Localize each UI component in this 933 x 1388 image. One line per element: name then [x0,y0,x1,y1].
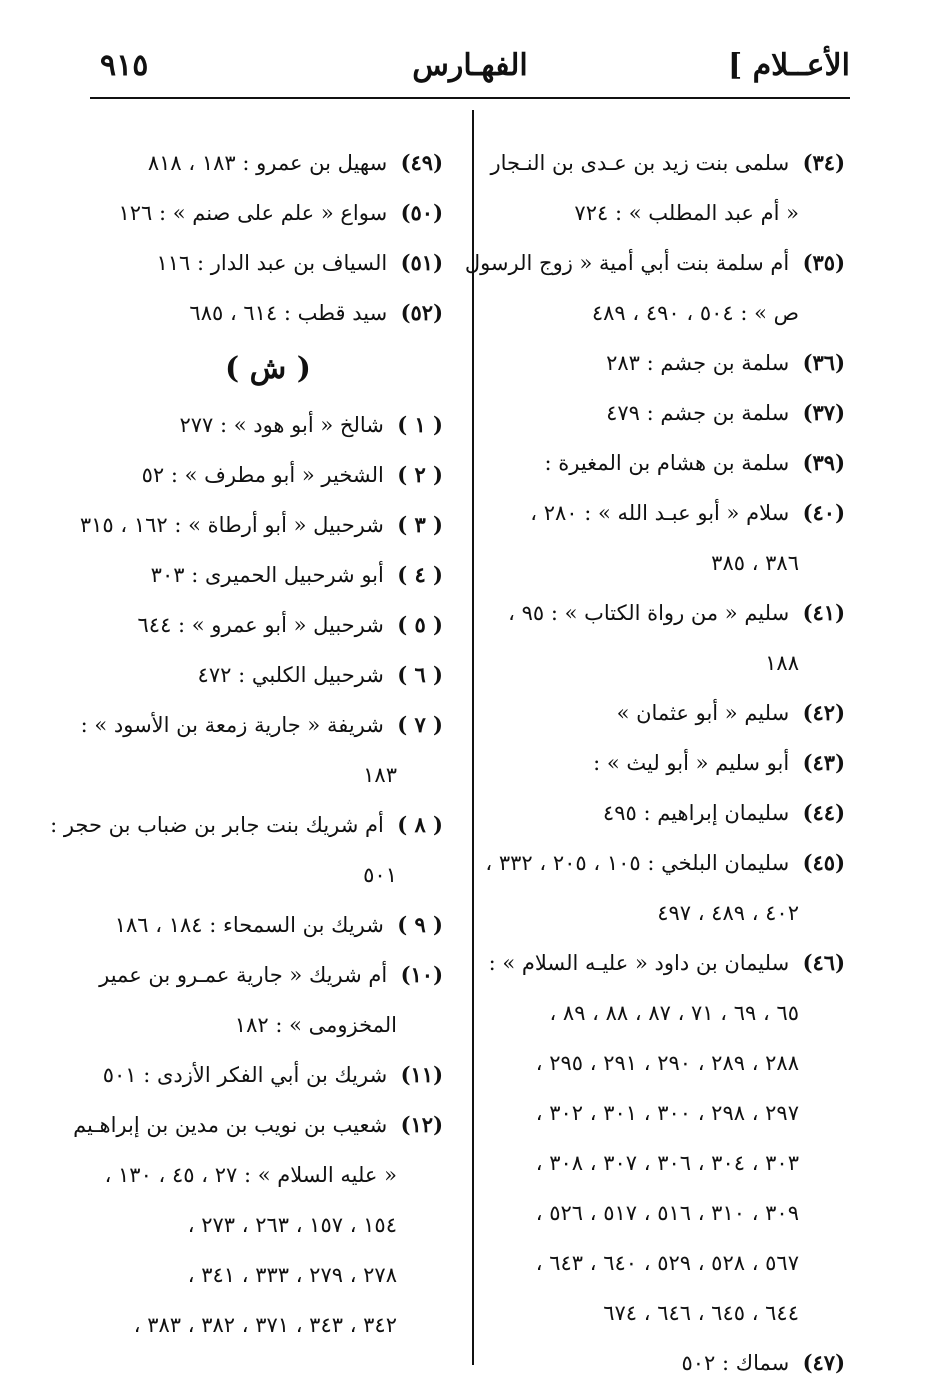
entry-line [93,550,443,600]
entry-number: (٣٦) [802,350,845,375]
entry-line [490,388,845,438]
left-column [50,138,443,1350]
index-entry [93,400,443,450]
page-header [90,42,850,92]
entry-line [490,688,845,738]
entry-line [490,1338,845,1388]
entry-text: شعيب بن نويب بن مدين بن إبراهـيم [73,1113,388,1137]
entry-line [93,450,443,500]
entry-continuation: ٢٧٨ ، ٢٧٩ ، ٣٣٣ ، ٣٤١ ، [187,1263,397,1287]
entry-text: شرحبيل « أبو عمرو » : ٦٤٤ [137,613,384,637]
entry-number: (٥٢) [400,300,443,325]
index-entry [93,450,443,500]
entry-line [50,800,443,850]
entry-continuation: ١٨٨ [765,651,799,675]
entry-text: سلمة بن جشم : ٤٧٩ [606,401,790,425]
entry-continuation: ٥٦٧ ، ٥٢٨ ، ٥٢٩ ، ٦٤٠ ، ٦٤٣ ، [535,1251,799,1275]
entry-number: ( ٣ ) [397,512,443,537]
index-entry [93,600,443,650]
entry-number: ( ٧ ) [397,712,443,737]
entry-text: سليمان البلخي : ١٠٥ ، ٢٠٥ ، ٣٣٢ ، [485,851,790,875]
entry-text: الشخير « أبو مطرف » : ٥٢ [141,463,384,487]
entry-continuation: ٣٠٣ ، ٣٠٤ ، ٣٠٦ ، ٣٠٧ ، ٣٠٨ ، [535,1151,799,1175]
entry-line [93,288,443,338]
entry-text: شريك بن السمحاء : ١٨٤ ، ١٨٦ [114,913,384,937]
entry-continuation: ٦٥ ، ٦٩ ، ٧١ ، ٨٧ ، ٨٨ ، ٨٩ ، [549,1001,799,1025]
left-column-top [93,138,443,338]
entry-number: (٥١) [400,250,443,275]
index-entry [490,688,845,738]
entry-line [93,650,443,700]
entry-text: أم شريك بنت جابر بن ضباب بن حجر : [50,813,384,837]
column-divider [472,110,474,1365]
entry-number: (٤٥) [802,850,845,875]
entry-continuation: ٣٠٩ ، ٣١٠ ، ٥١٦ ، ٥١٧ ، ٥٢٦ ، [535,1201,799,1225]
entry-number: (٣٧) [802,400,845,425]
entry-text: سليم « أبو عثمان » [616,701,790,725]
entry-continuation: ٦٤٤ ، ٦٤٥ ، ٦٤٦ ، ٦٧٤ [603,1301,799,1325]
index-entry [490,388,845,438]
entry-number: (٤٩) [400,150,443,175]
index-entry [490,438,845,488]
entry-text: سليمان إبراهيم : ٤٩٥ [602,801,790,825]
index-entry [93,950,443,1050]
entry-text: السياف بن عبد الدار : ١١٦ [156,251,388,275]
page-number: ٩١٥ [100,48,149,83]
entry-line [79,500,443,550]
entry-line [490,738,845,788]
header-rule [90,97,850,99]
entry-continuation: ٢٨٨ ، ٢٨٩ ، ٢٩٠ ، ٢٩١ ، ٢٩٥ ، [535,1051,799,1075]
entry-number: ( ١ ) [397,412,443,437]
letter-heading: ( ش ) [225,351,311,386]
entry-number: ( ٦ ) [397,662,443,687]
entry-continuation: ٥٠١ [363,863,397,887]
entry-line [93,600,443,650]
entry-text: سليمان بن داود « عليـه السلام » : [488,951,790,975]
entry-number: (٣٤) [802,150,845,175]
entry-line [80,700,443,750]
index-entry [79,500,443,550]
entry-line [73,1100,443,1150]
index-entry [93,550,443,600]
entry-text: سواع « علم على صنم » : ١٢٦ [118,201,388,225]
entry-line [490,488,845,538]
entry-line [93,138,443,188]
entry-text: سلمى بنت زيد بن عـدى بن النـجار [490,151,790,175]
entry-number: (١٠) [400,962,443,987]
index-entry [464,238,845,338]
index-entry [93,238,443,288]
entry-text: سلمة بن هشام بن المغيرة : [544,451,790,475]
entry-number: (٤٦) [802,950,845,975]
entry-line [490,338,845,388]
entry-line [490,138,845,188]
index-entry [93,1050,443,1100]
entry-number: (٤٠) [802,500,845,525]
section-title: الأعــلام ] [727,48,850,83]
entry-continuation: ص » : ٥٠٤ ، ٤٩٠ ، ٤٨٩ [591,301,799,325]
index-entry [80,700,443,800]
index-entry [73,1100,443,1350]
entry-number: (٤٤) [802,800,845,825]
entry-number: (١١) [400,1062,443,1087]
index-entry [490,788,845,838]
entry-line [93,950,443,1000]
entry-text: شريك بن أبي الفكر الأزدى : ٥٠١ [102,1063,388,1087]
entry-text: أبو سليم « أبو ليث » : [593,751,790,775]
entry-continuation: ١٥٤ ، ١٥٧ ، ٢٦٣ ، ٢٧٣ ، [187,1213,397,1237]
entry-text: أبو شرحبيل الحميرى : ٣٠٣ [150,563,384,587]
entry-line [93,400,443,450]
entry-number: (٤٧) [802,1350,845,1375]
entry-line [93,1050,443,1100]
entry-number: (٣٥) [802,250,845,275]
index-entry [490,488,845,588]
entry-line [93,188,443,238]
entry-continuation: ١٨٣ [363,763,397,787]
entry-continuation: ٢٩٧ ، ٢٩٨ ، ٣٠٠ ، ٣٠١ ، ٣٠٢ ، [535,1101,799,1125]
right-column [464,138,845,1388]
index-entry [50,800,443,900]
entry-number: (٤١) [802,600,845,625]
page-title: الفهـارس [412,48,528,83]
entry-line [490,938,845,988]
entry-number: ( ٥ ) [397,612,443,637]
index-entry [490,938,845,1338]
entry-number: ( ٤ ) [397,562,443,587]
index-entry [490,588,845,688]
entry-text: أم سلمة بنت أبي أمية « زوج الرسول [464,251,790,275]
entry-line [490,788,845,838]
index-entry [490,138,845,238]
index-entry [485,838,845,938]
entry-number: (٤٣) [802,750,845,775]
entry-text: سلام « أبو عبـد الله » : ٢٨٠ ، [530,501,790,525]
entry-text: شالخ « أبو هود » : ٢٧٧ [179,413,384,437]
entry-line [464,238,845,288]
index-entry [490,1338,845,1388]
entry-continuation: ٣٤٢ ، ٣٤٣ ، ٣٧١ ، ٣٨٢ ، ٣٨٣ ، [133,1313,397,1337]
entry-line [485,838,845,888]
entry-text: شرحبيل الكلبي : ٤٧٢ [197,663,384,687]
entry-number: ( ٢ ) [397,462,443,487]
index-entry [93,188,443,238]
entry-line [490,588,845,638]
index-entry [93,138,443,188]
entry-continuation: « أم عبد المطلب » : ٧٢٤ [574,201,799,225]
entry-text: سليم « من رواة الكتاب » : ٩٥ ، [508,601,790,625]
index-entry [93,650,443,700]
entry-text: أم شريك « جارية عمـرو بن عمير [99,963,388,987]
entry-text: سماك : ٥٠٢ [681,1351,790,1375]
entry-text: شريفة « جارية زمعة بن الأسود » : [80,713,384,737]
index-entry [490,338,845,388]
entry-continuation: المخزومى » : ١٨٢ [234,1013,397,1037]
entry-continuation: « عليه السلام » : ٢٧ ، ٤٥ ، ١٣٠ ، [104,1163,397,1187]
entry-text: شرحبيل « أبو أرطاة » : ١٦٢ ، ٣١٥ [79,513,384,537]
entry-line [93,900,443,950]
left-column-bottom [50,400,443,1350]
entry-text: سهيل بن عمرو : ١٨٣ ، ٨١٨ [147,151,388,175]
entry-line [490,438,845,488]
entry-number: (١٢) [400,1112,443,1137]
entry-continuation: ٤٠٢ ، ٤٨٩ ، ٤٩٧ [657,901,799,925]
entry-line [93,238,443,288]
index-entry [93,900,443,950]
entry-number: (٥٠) [400,200,443,225]
entry-number: ( ٨ ) [397,812,443,837]
entry-text: سلمة بن جشم : ٢٨٣ [606,351,790,375]
index-entry [490,738,845,788]
entry-text: سيد قطب : ٦١٤ ، ٦٨٥ [189,301,388,325]
entry-number: (٣٩) [802,450,845,475]
entry-number: (٤٢) [802,700,845,725]
entry-continuation: ٣٨٦ ، ٣٨٥ [711,551,799,575]
index-entry [93,288,443,338]
entry-number: ( ٩ ) [397,912,443,937]
